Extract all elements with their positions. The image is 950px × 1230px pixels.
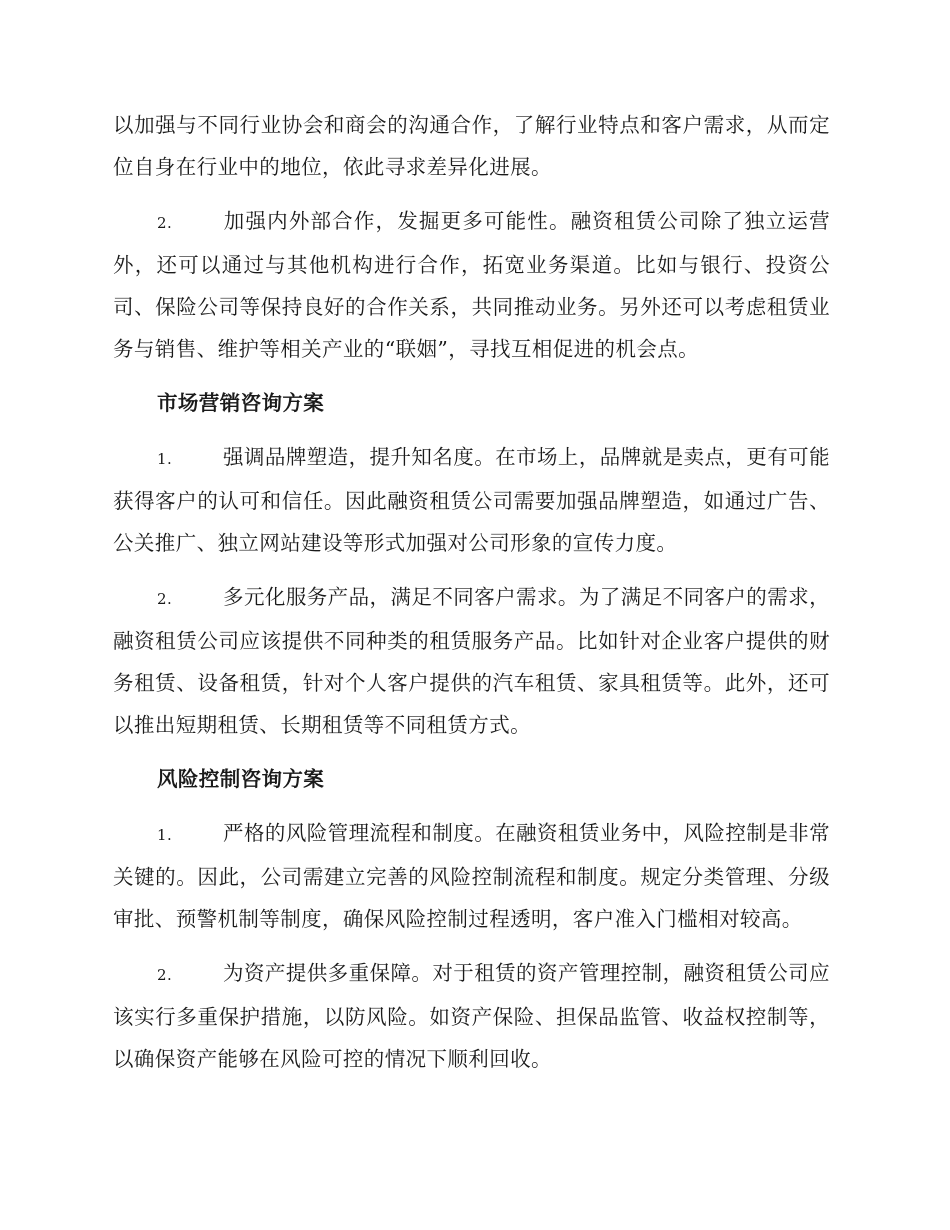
- list-number: 1.: [157, 450, 173, 468]
- list-number: 2.: [157, 966, 173, 984]
- paragraph-continued: [113, 104, 830, 188]
- list-item-text: 加强内外部合作，发掘更多可能性。融资租赁公司除了独立运营外，还可以通过与其他机构进行合作，拓宽业务渠道。比如与银行、投资公司、保险公司等保持良好的合作关系，共同推动业务。另外还可以考虑租赁业务与销售、维护等相关产业的“联姻”，寻找互相促进的机会点。: [113, 209, 830, 361]
- document-page: [113, 104, 830, 1092]
- list-item-text: 严格的风险管理流程和制度。在融资租赁业务中，风险控制是非常关键的。因此，公司需建立完善的风险控制流程和制度。规定分类管理、分级审批、预警机制等制度，确保风险控制过程透明，客户准入门槛相对较高。: [113, 821, 830, 931]
- list-item-risk-process: [113, 812, 830, 940]
- list-item-cooperation: [113, 200, 830, 370]
- list-item-diversified-services: [113, 576, 830, 746]
- list-number: 2.: [157, 214, 173, 232]
- list-item-text: 多元化服务产品，满足不同客户需求。为了满足不同客户的需求，融资租赁公司应该提供不同种类的租赁服务产品。比如针对企业客户提供的财务租赁、设备租赁，针对个人客户提供的汽车租赁、家具租赁等。此外，还可以推出短期租赁、长期租赁等不同租赁方式。: [113, 585, 830, 737]
- list-number: 2.: [157, 590, 173, 608]
- section-heading-marketing: 市场营销咨询方案: [157, 391, 325, 415]
- list-number: 1.: [157, 826, 173, 844]
- list-item-asset-protection: [113, 952, 830, 1080]
- paragraph-text: 以加强与不同行业协会和商会的沟通合作，了解行业特点和客户需求，从而定位自身在行业中的地位，依此寻求差异化进展。: [113, 113, 830, 179]
- section-heading-risk-control: 风险控制咨询方案: [157, 767, 325, 791]
- list-item-text: 为资产提供多重保障。对于租赁的资产管理控制，融资租赁公司应该实行多重保护措施，以防风险。如资产保险、担保品监管、收益权控制等，以确保资产能够在风险可控的情况下顺利回收。: [113, 961, 830, 1071]
- list-item-text: 强调品牌塑造，提升知名度。在市场上，品牌就是卖点，更有可能获得客户的认可和信任。因此融资租赁公司需要加强品牌塑造，如通过广告、公关推广、独立网站建设等形式加强对公司形象的宣传力度。: [113, 445, 830, 555]
- list-item-branding: [113, 436, 830, 564]
